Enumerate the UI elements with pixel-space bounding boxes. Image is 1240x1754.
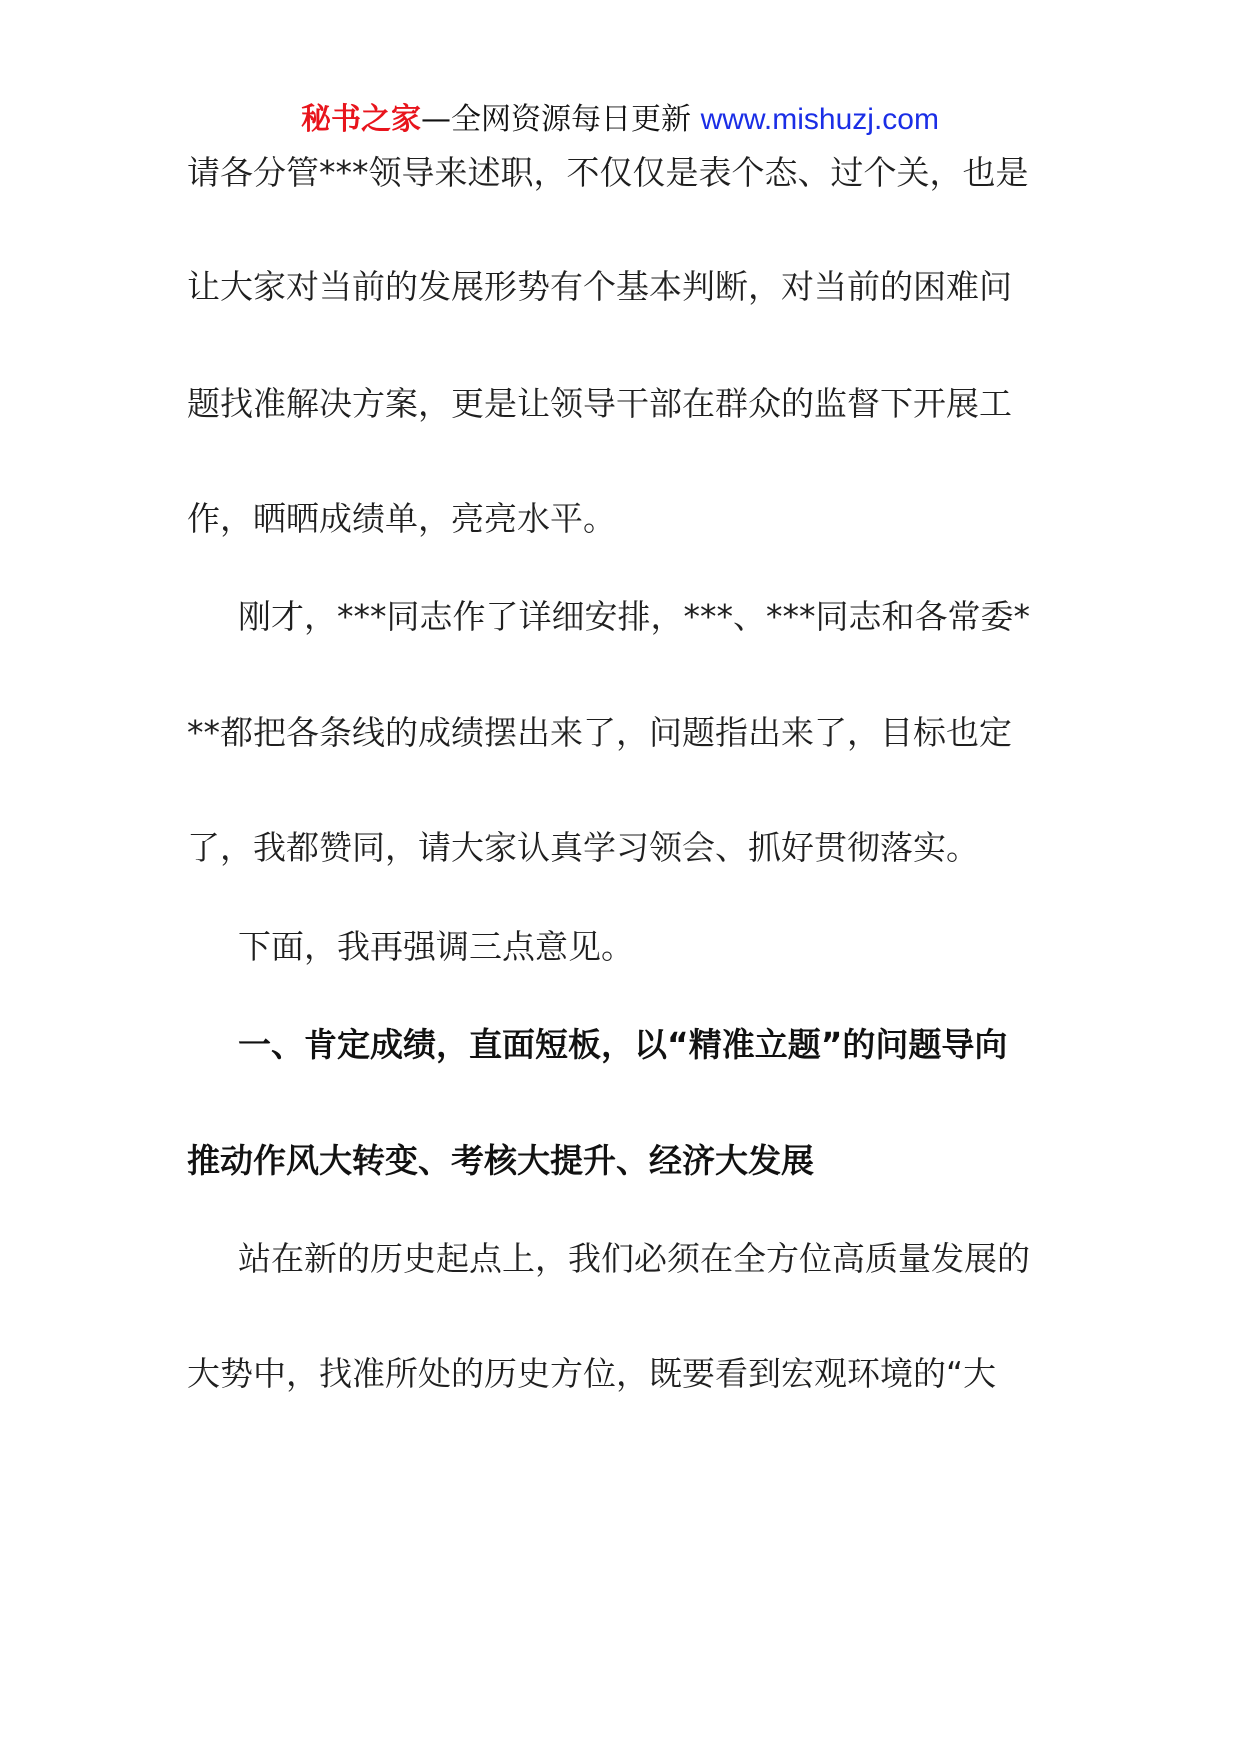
paragraph-first-line: 刚才，***同志作了详细安排，***、***同志和各常委* bbox=[238, 597, 1030, 636]
site-brand: 秘书之家 bbox=[301, 102, 422, 137]
body-line: 请各分管***领导来述职，不仅仅是表个态、过个关，也是 bbox=[187, 153, 1029, 192]
section-heading-continued: 推动作风大转变、考核大提升、经济大发展 bbox=[187, 1141, 814, 1180]
body-line: **都把各条线的成绩摆出来了，问题指出来了，目标也定 bbox=[187, 713, 1012, 752]
body-line: 题找准解决方案，更是让领导干部在群众的监督下开展工 bbox=[187, 384, 1012, 423]
body-line: 了，我都赞同，请大家认真学习领会、抓好贯彻落实。 bbox=[187, 828, 979, 867]
site-url-link[interactable]: www.mishuzj.com bbox=[700, 103, 939, 136]
body-line: 让大家对当前的发展形势有个基本判断，对当前的困难问 bbox=[187, 267, 1012, 306]
site-header bbox=[0, 100, 1240, 140]
paragraph-first-line: 下面，我再强调三点意见。 bbox=[238, 927, 634, 966]
body-line: 大势中，找准所处的历史方位，既要看到宏观环境的“大 bbox=[187, 1354, 997, 1393]
body-line: 作，晒晒成绩单，亮亮水平。 bbox=[187, 499, 616, 538]
section-heading: 一、肯定成绩，直面短板，以“精准立题”的问题导向 bbox=[238, 1025, 1008, 1064]
paragraph-first-line: 站在新的历史起点上，我们必须在全方位高质量发展的 bbox=[238, 1239, 1030, 1278]
site-slogan: —全网资源每日更新 bbox=[421, 102, 701, 137]
